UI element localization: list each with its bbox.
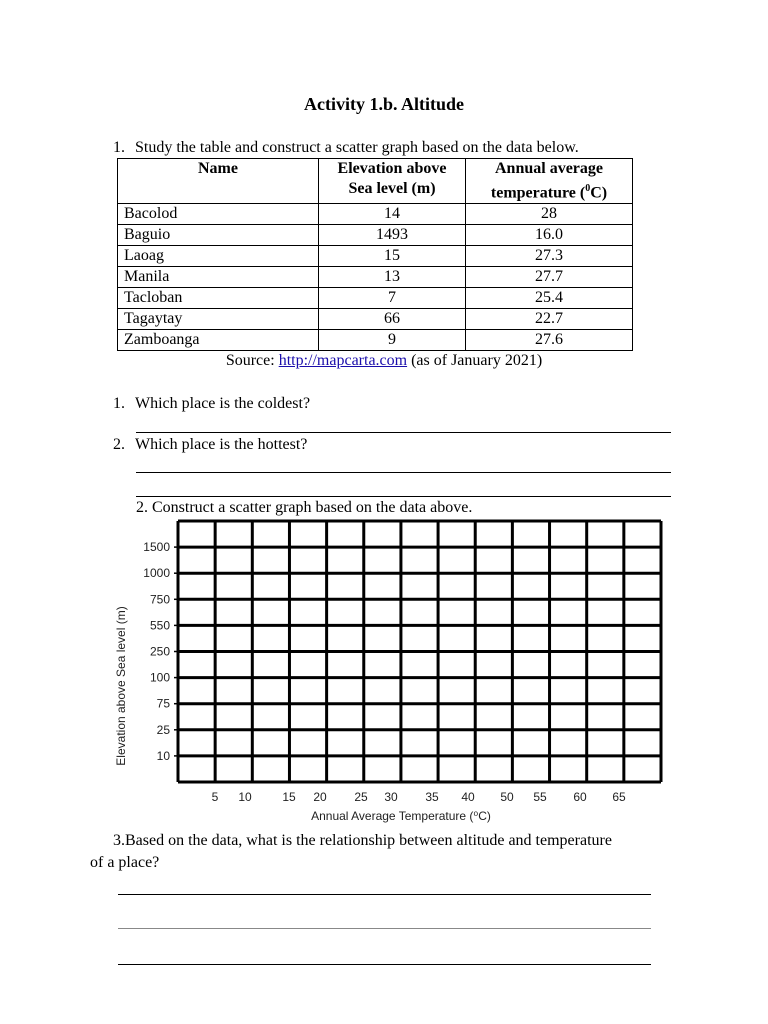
y-axis-label: Elevation above Sea level (m): [114, 606, 128, 766]
table-row: Tacloban 7 25.4: [118, 288, 633, 309]
chart-grid: [178, 521, 661, 782]
question-3-line-1: 3.Based on the data, what is the relationship between altitude and temperature: [113, 832, 612, 849]
x-tick-label: 15: [282, 790, 296, 804]
question-2: 2. Which place is the hottest?: [113, 436, 308, 453]
table-row: Baguio 1493 16.0: [118, 225, 633, 246]
x-tick-label: 5: [211, 790, 219, 804]
table-header-row: [118, 159, 633, 204]
answer-line[interactable]: [136, 496, 671, 497]
y-tick-label: 25: [156, 722, 170, 737]
answer-line[interactable]: [136, 432, 671, 433]
x-tick-label: 65: [612, 790, 626, 804]
y-tick-label: 100: [149, 670, 170, 685]
instruction-1: [113, 139, 579, 157]
y-tick-label: 1500: [143, 540, 170, 555]
x-tick-label: 50: [500, 790, 514, 804]
instruction-2: 2. Construct a scatter graph based on the data above.: [136, 499, 473, 516]
x-tick-label: 25: [354, 790, 368, 804]
x-axis-label: Annual Average Temperature (⁰C): [311, 809, 491, 823]
x-tick-label: 10: [238, 790, 252, 804]
answer-line[interactable]: [118, 894, 651, 895]
y-tick-label: 250: [149, 644, 170, 659]
x-tick-label: 55: [533, 790, 547, 804]
source-prefix: Source:: [225, 352, 279, 369]
header-temperature: Annual average temperature ($^0$C): [466, 159, 633, 204]
source-link[interactable]: http://mapcarta.com: [278, 352, 408, 369]
answer-line[interactable]: [136, 472, 671, 473]
instruction-1-number: 1.: [113, 139, 125, 156]
source-line: [0, 352, 768, 370]
x-axis-ticks: [212, 790, 626, 804]
table-row: Laoag 15 27.3: [118, 246, 633, 267]
table-row: Zamboanga 9 27.6: [118, 330, 633, 351]
question-1: 1. Which place is the coldest?: [113, 395, 311, 412]
answer-line[interactable]: [118, 964, 651, 965]
data-table: [117, 158, 633, 351]
answer-line[interactable]: [118, 928, 651, 929]
x-tick-label: 60: [573, 790, 587, 804]
y-tick-label: 750: [149, 592, 170, 607]
y-tick-label: 550: [149, 618, 170, 633]
instruction-1-text: Study the table and construct a scatter graph based on the data below.: [135, 139, 579, 156]
x-tick-label: 35: [425, 790, 439, 804]
scatter-chart-grid[interactable]: [110, 516, 670, 828]
x-tick-label: 40: [461, 790, 475, 804]
table-row: Bacolod 14 28: [118, 204, 633, 225]
table-row: Manila 13 27.7: [118, 267, 633, 288]
source-suffix: (as of January 2021): [407, 352, 543, 369]
y-tick-label: 75: [156, 696, 170, 711]
question-3-line-2: of a place?: [90, 854, 160, 871]
page-title: Activity 1.b. Altitude: [304, 94, 464, 114]
x-tick-label: 30: [384, 790, 398, 804]
y-tick-label: 1000: [143, 566, 170, 581]
header-elevation: Elevation above Sea level (m): [319, 159, 466, 204]
y-tick-label: 10: [156, 748, 170, 763]
x-tick-label: 20: [313, 790, 327, 804]
header-name: Name: [118, 159, 319, 204]
table-row: Tagaytay 66 22.7: [118, 309, 633, 330]
y-axis-ticks: [143, 540, 178, 763]
